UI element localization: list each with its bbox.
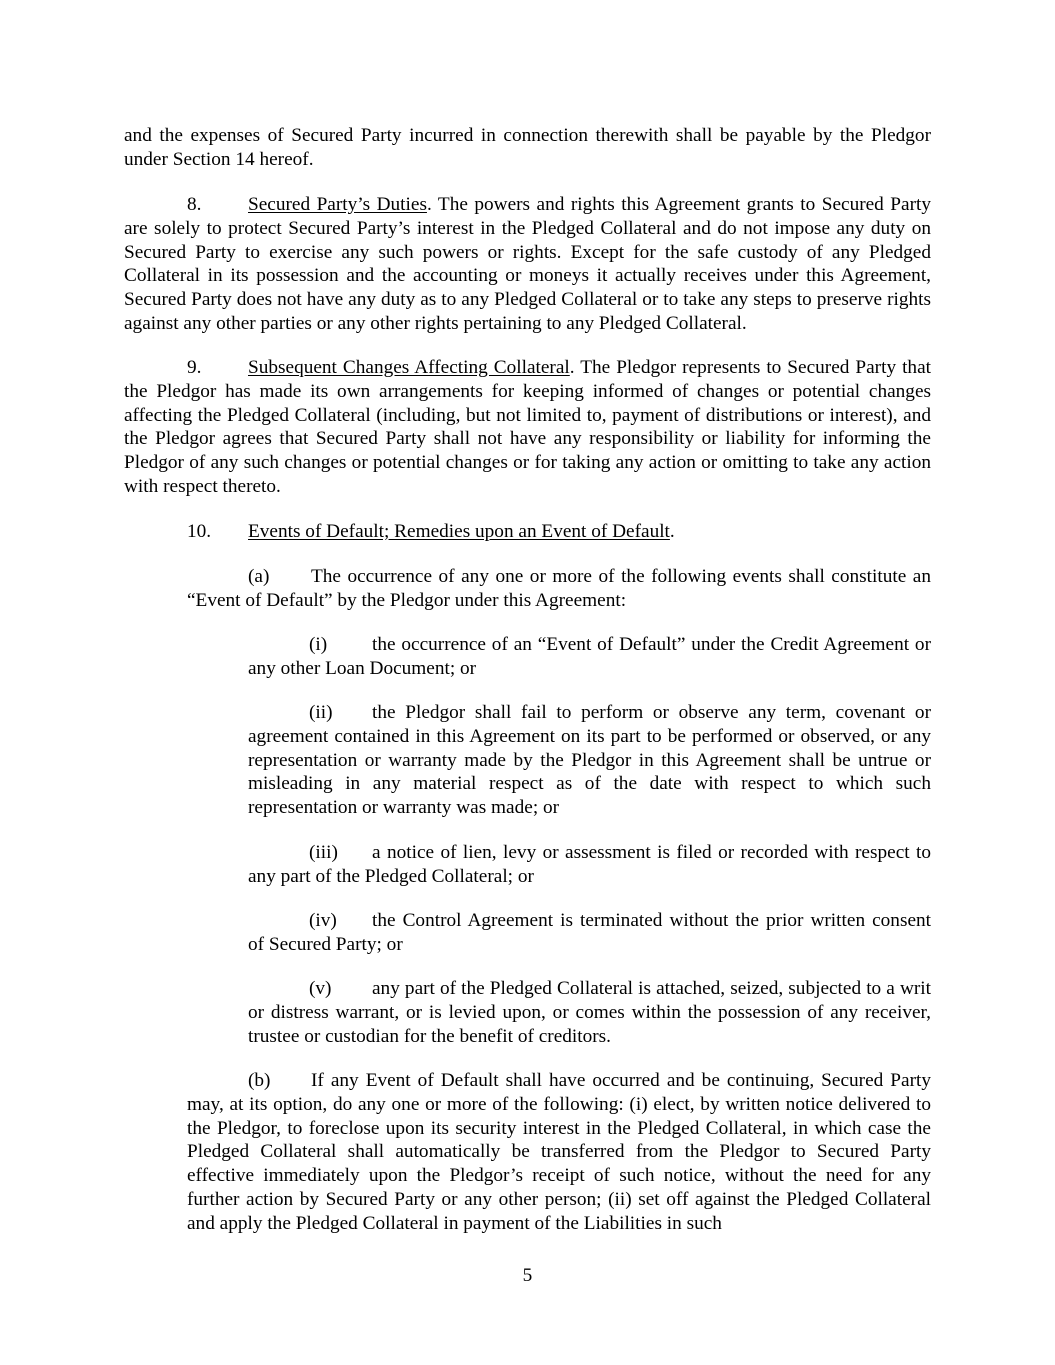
section-9-text: The Pledgor represents to Secured Party that the Pledgor has made its own arrangements for keeping informed of changes or potential changes affecting the Pledged Collateral (including, but not limited to, payment of distributions or interest), and the Pledgor agrees that Secured Party shall not have any responsibility or liability for informing the Pledgor of any such changes or potential changes or for taking any action or omitting to take any action with respect thereto. bbox=[124, 357, 931, 497]
clause-i-paragraph bbox=[248, 633, 931, 681]
clause-iii-paragraph bbox=[248, 841, 931, 889]
clause-v-text: any part of the Pledged Collateral is attached, seized, subjected to a writ or distress warrant, or is levied upon, or comes within the possession of any receiver, trustee or custodian for the benefit of creditors. bbox=[248, 978, 931, 1047]
clause-iv-paragraph bbox=[248, 909, 931, 957]
section-10a-paragraph bbox=[187, 565, 931, 613]
section-8-number: 8. bbox=[187, 194, 202, 215]
section-10-heading-punct: . bbox=[669, 521, 675, 542]
clause-ii-text: the Pledgor shall fail to perform or observe any term, covenant or agreement contained in this Agreement on its part to be performed or observed, or any representation or warranty made by the Pledgor in this Agreement shall be untrue or misleading in any material respect as of the date with respect to which such representation or warranty was made; or bbox=[248, 702, 931, 819]
clause-ii-paragraph bbox=[248, 701, 931, 820]
section-9-heading: Subsequent Changes Affecting Collateral bbox=[248, 357, 570, 378]
clause-i-text: the occurrence of an “Event of Default” under the Credit Agreement or any other Loan Document; or bbox=[248, 634, 931, 679]
clause-iii-text: a notice of lien, levy or assessment is filed or recorded with respect to any part of the Pledged Collateral; or bbox=[248, 842, 931, 887]
section-9-number: 9. bbox=[187, 357, 202, 378]
section-9-heading-punct: . bbox=[569, 357, 575, 378]
clause-iv-text: the Control Agreement is terminated without the prior written consent of Secured Party; or bbox=[248, 910, 931, 955]
section-10a-text: The occurrence of any one or more of the following events shall constitute an “Event of Default” by the Pledgor under this Agreement: bbox=[187, 566, 931, 611]
section-10b-paragraph bbox=[187, 1069, 931, 1236]
section-8-text: The powers and rights this Agreement grants to Secured Party are solely to protect Secured Party’s interest in the Pledged Collateral and do not impose any duty on Secured Party to exercise any such powers or rights. Except for the safe custody of any Pledged Collateral in its possession and the accounting or moneys it actually receives under this Agreement, Secured Party does not have any duty as to any Pledged Collateral or to take any steps to preserve rights against any other parties or any other rights pertaining to any Pledged Collateral. bbox=[124, 194, 931, 334]
section-8-heading: Secured Party’s Duties bbox=[248, 194, 427, 215]
section-10-heading: Events of Default; Remedies upon an Event of Default bbox=[248, 521, 670, 542]
section-10a-label: (a) bbox=[248, 566, 270, 587]
clause-iii-label: (iii) bbox=[309, 842, 338, 863]
section-9-paragraph bbox=[124, 356, 931, 499]
clause-ii-label: (ii) bbox=[309, 702, 333, 723]
section-10-heading-line bbox=[124, 520, 931, 544]
continuation-paragraph: and the expenses of Secured Party incurred in connection therewith shall be payable by the Pledgor under Section 14 hereof. bbox=[124, 125, 931, 170]
section-8-heading-punct: . bbox=[426, 194, 432, 215]
section-8-paragraph bbox=[124, 193, 931, 336]
section-10b-label: (b) bbox=[248, 1070, 271, 1091]
clause-i-label: (i) bbox=[309, 634, 328, 655]
clause-iv-label: (iv) bbox=[309, 910, 337, 931]
section-10b-text: If any Event of Default shall have occurred and be continuing, Secured Party may, at its option, do any one or more of the following: (i) elect, by written notice delivered to the Pledgor, to foreclose upon its security interest in the Pledged Collateral, in which case the Pledged Collateral shall automatically be transferred from the Pledgor to Secured Party effective immediately upon the Pledgor’s receipt of such notice, without the need for any further action by Secured Party or any other person; (ii) set off against the Pledged Collateral and apply the Pledged Collateral in payment of the Liabilities in such bbox=[187, 1070, 931, 1234]
clause-v-paragraph bbox=[248, 977, 931, 1048]
clause-v-label: (v) bbox=[309, 978, 332, 999]
page-number: 5 bbox=[522, 1265, 533, 1286]
section-10-number: 10. bbox=[187, 521, 212, 542]
